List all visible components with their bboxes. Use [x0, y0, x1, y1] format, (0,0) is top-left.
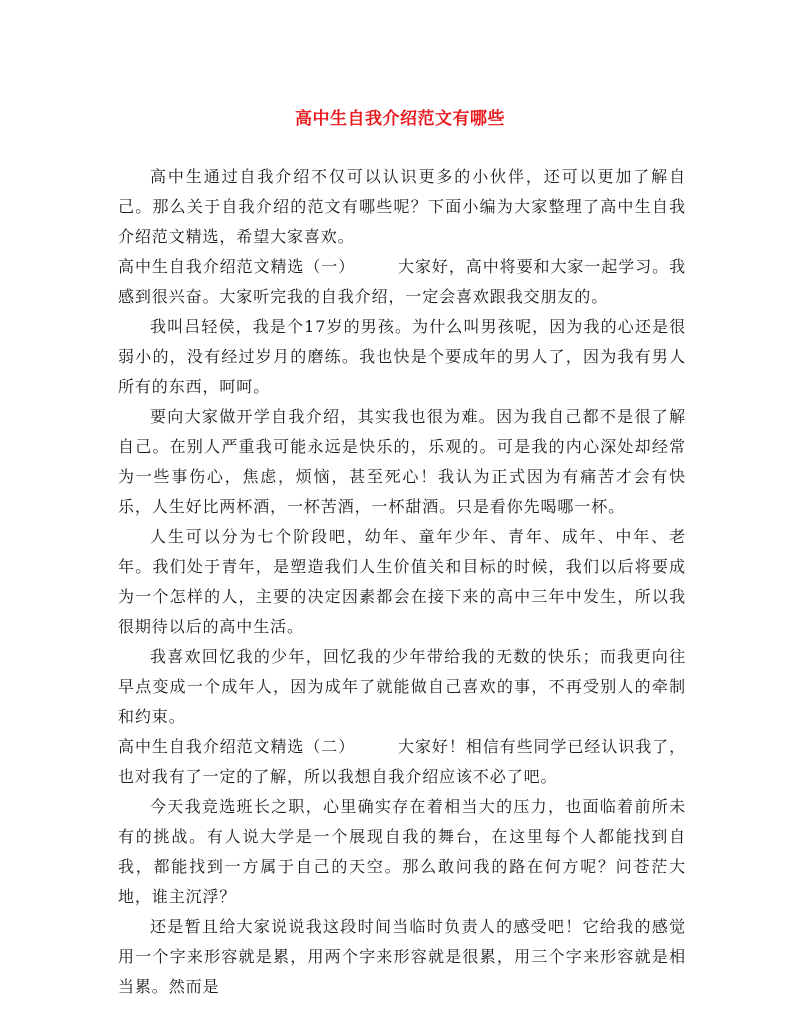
document-title: 高中生自我介绍范文有哪些 — [295, 109, 505, 129]
paragraph: 要向大家做开学自我介绍，其实我也很为难。因为我自己都不是很了解自己。在别人严重我可能永远是快乐的，乐观的。可是我的内心深处却经常为一些事伤心，焦虑，烦恼，甚至死心！我认为正式因为有痛苦才会有快乐，人生好比两杯酒，一杯苦酒，一杯甜酒。只是看你先喝哪一杯。 — [118, 407, 686, 516]
paragraph: 还是暂且给大家说说我这段时间当临时负责人的感受吧！它给我的感觉用一个字来形容就是累，用两个字来形容就是很累，用三个字来形容就是相当累。然而是 — [118, 917, 686, 996]
paragraph: 我叫吕轻侯，我是个17岁的男孩。为什么叫男孩呢，因为我的心还是很弱小的，没有经过岁月的磨练。我也快是个要成年的男人了，因为我有男人所有的东西，呵呵。 — [118, 317, 686, 396]
paragraph: 今天我竞选班长之职，心里确实存在着相当大的压力，也面临着前所未有的挑战。有人说大学是一个展现自我的舞台，在这里每个人都能找到自我，都能找到一方属于自己的天空。那么敢问我的路在何方呢？问苍茫大地，谁主沉浮？ — [118, 797, 686, 906]
paragraph-intro: 高中生通过自我介绍不仅可以认识更多的小伙伴，还可以更加了解自己。那么关于自我介绍的范文有哪些呢？下面小编为大家整理了高中生自我介绍范文精选，希望大家喜欢。 — [118, 167, 686, 246]
paragraph-section-two-heading: 高中生自我介绍范文精选（二） 大家好！相信有些同学已经认识我了，也对我有了一定的了解，所以我想自我介绍应该不必了吧。 — [118, 737, 686, 786]
document-body — [118, 162, 686, 1002]
paragraph-section-one-heading: 高中生自我介绍范文精选（一） 大家好，高中将要和大家一起学习。我感到很兴奋。大家听完我的自我介绍，一定会喜欢跟我交朋友的。 — [118, 257, 686, 306]
paragraph: 人生可以分为七个阶段吧，幼年、童年少年、青年、成年、中年、老年。我们处于青年，是塑造我们人生价值关和目标的时候，我们以后将要成为一个怎样的人，主要的决定因素都会在接下来的高中三年中发生，所以我很期待以后的高中生活。 — [118, 527, 686, 636]
paragraph: 我喜欢回忆我的少年，回忆我的少年带给我的无数的快乐；而我更向往早点变成一个成年人，因为成年了就能做自己喜欢的事，不再受别人的牵制和约束。 — [118, 647, 686, 726]
